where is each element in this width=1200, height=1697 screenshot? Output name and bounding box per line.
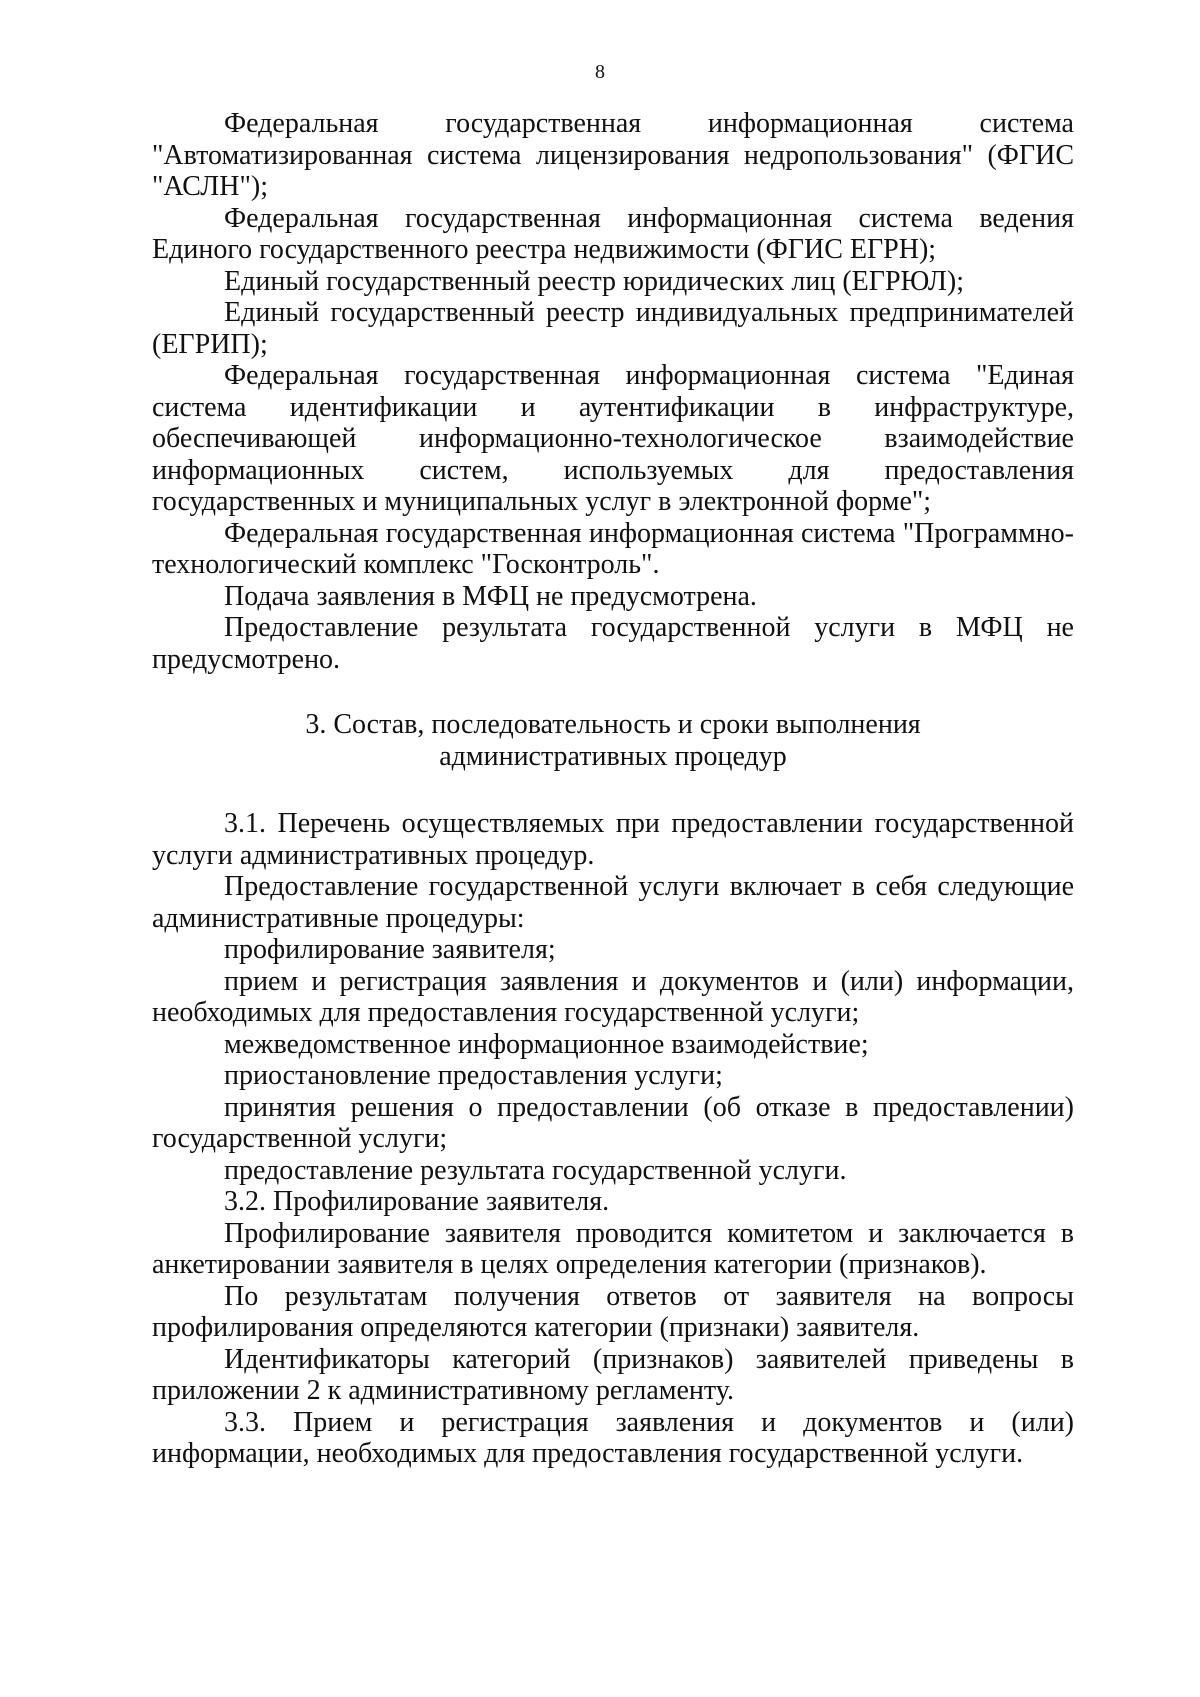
paragraph-goskontrol: Федеральная государственная информационная система "Программно-технологический комплекс "Госконтроль". bbox=[152, 517, 1074, 580]
paragraph-3-1: 3.1. Перечень осуществляемых при предоставлении государственной услуги административных процедур. bbox=[152, 808, 1074, 871]
paragraph-fgis-egrn: Федеральная государственная информационная система ведения Единого государственного реестра недвижимости (ФГИС ЕГРН); bbox=[152, 202, 1074, 265]
paragraph-3-3: 3.3. Прием и регистрация заявления и документов и (или) информации, необходимых для предоставления государственной услуги. bbox=[152, 1406, 1074, 1469]
paragraph-identifiers: Идентификаторы категорий (признаков) заявителей приведены в приложении 2 к административному регламенту. bbox=[152, 1343, 1074, 1406]
paragraph-egryul: Единый государственный реестр юридических лиц (ЕГРЮЛ); bbox=[224, 265, 965, 297]
list-item-interaction: межведомственное информационное взаимодействие; bbox=[224, 1028, 869, 1060]
paragraph-profiling-results: По результатам получения ответов от заявителя на вопросы профилирования определяются категории (признаки) заявителя. bbox=[152, 1280, 1074, 1343]
paragraph-mfc-result: Предоставление результата государственной услуги в МФЦ не предусмотрено. bbox=[152, 612, 1074, 675]
section-heading-line-2: административных процедур bbox=[439, 740, 787, 772]
paragraph-esia: Федеральная государственная информационная система "Единая система идентификации и аутентификации в инфраструктуре, обеспечивающей информационно-технологическое взаимодействие информационных систем, используемых для предоставления государственных и муниципальных услуг в электронной форме"; bbox=[152, 360, 1074, 517]
paragraph-fgis-asln: Федеральная государственная информационная система "Автоматизированная система лицензирования недропользования" (ФГИС "АСЛН"); bbox=[152, 108, 1074, 202]
list-item-suspension: приостановление предоставления услуги; bbox=[224, 1060, 723, 1091]
page-number: 8 bbox=[595, 61, 605, 83]
list-item-result: предоставление результата государственной услуги. bbox=[224, 1154, 847, 1186]
paragraph-procedures-intro: Предоставление государственной услуги включает в себя следующие административные процедуры: bbox=[152, 871, 1074, 934]
paragraph-profiling-process: Профилирование заявителя проводится комитетом и заключается в анкетировании заявителя в целях определения категории (признаков). bbox=[152, 1217, 1074, 1280]
paragraph-mfc-submission: Подача заявления в МФЦ не предусмотрена. bbox=[224, 580, 757, 612]
paragraph-3-2: 3.2. Профилирование заявителя. bbox=[224, 1186, 610, 1217]
list-item-decision: принятия решения о предоставлении (об отказе в предоставлении) государственной услуги; bbox=[152, 1091, 1074, 1154]
paragraph-egrip: Единый государственный реестр индивидуальных предпринимателей (ЕГРИП); bbox=[152, 297, 1074, 360]
list-item-profiling: профилирование заявителя; bbox=[224, 934, 556, 965]
section-heading-line-1: 3. Состав, последовательность и сроки выполнения bbox=[305, 709, 921, 740]
list-item-reception: прием и регистрация заявления и документов и (или) информации, необходимых для предоставления государственной услуги; bbox=[152, 965, 1074, 1028]
document-body bbox=[152, 108, 1074, 1470]
section-heading bbox=[152, 709, 1074, 772]
